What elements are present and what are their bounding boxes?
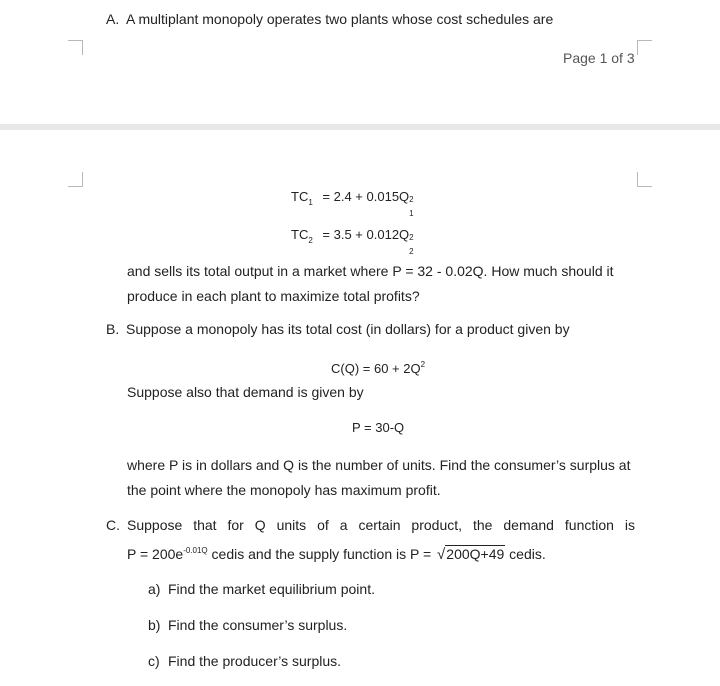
problem-a-intro: A multiplant monopoly operates two plants whose cost schedules are — [126, 11, 554, 27]
tc2-sub: 2 — [409, 247, 414, 256]
problem-b-heading — [106, 320, 570, 338]
cost-eq-text: C(Q) = 60 + 2Q — [331, 361, 421, 376]
demand-fn-exponent: -0.01Q — [183, 546, 208, 555]
problem-c-line-1: Suppose that for Q units of a certain product, the demand function is — [127, 517, 635, 533]
page-indicator: Page 1 of 3 — [563, 50, 635, 66]
problem-a-label: A. — [106, 11, 120, 27]
tc2-lhs: TC — [291, 227, 309, 242]
problem-b-intro: Suppose a monopoly has its total cost (in dollars) for a product given by — [126, 321, 570, 337]
supply-fn-unit: cedis. — [505, 546, 546, 562]
tc2-rhs: = 3.5 + 0.012Q — [322, 227, 410, 242]
tc2-sup: 2 — [409, 233, 414, 242]
page-separator — [0, 124, 720, 130]
problem-b-label: B. — [106, 321, 120, 337]
problem-a-text-line-1: and sells its total output in a market where P = 32 - 0.02Q. How much should it — [127, 263, 614, 279]
page-corner-marker — [637, 172, 652, 187]
sub-question-text: Find the consumer’s surplus. — [168, 617, 348, 633]
problem-a-text-line-2: produce in each plant to maximize total profits? — [127, 288, 420, 304]
sqrt-radicand: 200Q+49 — [446, 546, 505, 562]
problem-b-text-line-2: the point where the monopoly has maximum profit. — [127, 482, 441, 498]
problem-a-heading — [106, 10, 553, 28]
page-corner-marker — [637, 40, 652, 55]
problem-c-heading — [106, 516, 635, 534]
tc1-sub: 1 — [409, 209, 414, 218]
tc1-sup: 2 — [409, 195, 414, 204]
tc2-lhs-sub: 2 — [308, 236, 313, 245]
sqrt-expression — [435, 545, 505, 564]
sub-question — [148, 616, 347, 634]
tc2-equation — [291, 226, 415, 256]
problem-c-label: C. — [106, 517, 120, 533]
sub-question — [148, 652, 341, 670]
demand-fn: P = 200e — [127, 546, 184, 562]
sub-question-text: Find the producer’s surplus. — [168, 653, 342, 669]
sub-question-label: c) — [148, 653, 160, 669]
supply-fn-text: cedis and the supply function is P = — [207, 546, 436, 562]
page-corner-marker — [68, 172, 83, 187]
tc1-lhs: TC — [291, 189, 309, 204]
cost-eq-sup: 2 — [420, 360, 426, 369]
demand-intro: Suppose also that demand is given by — [127, 384, 364, 400]
problem-c-line-2 — [127, 542, 546, 564]
page-corner-marker — [68, 40, 83, 55]
problem-b-text-line-1: where P is in dollars and Q is the number of units. Find the consumer’s surplus at — [127, 457, 631, 473]
sub-question-text: Find the market equilibrium point. — [168, 581, 375, 597]
sub-question-label: a) — [148, 581, 161, 597]
sqrt-sign-icon: √ — [437, 546, 446, 563]
sub-question-label: b) — [148, 617, 161, 633]
tc1-equation — [291, 188, 415, 218]
tc1-rhs: = 2.4 + 0.015Q — [322, 189, 410, 204]
demand-equation: P = 30-Q — [352, 420, 405, 435]
cost-equation — [331, 356, 425, 378]
sub-question — [148, 580, 375, 598]
tc1-lhs-sub: 1 — [308, 198, 313, 207]
